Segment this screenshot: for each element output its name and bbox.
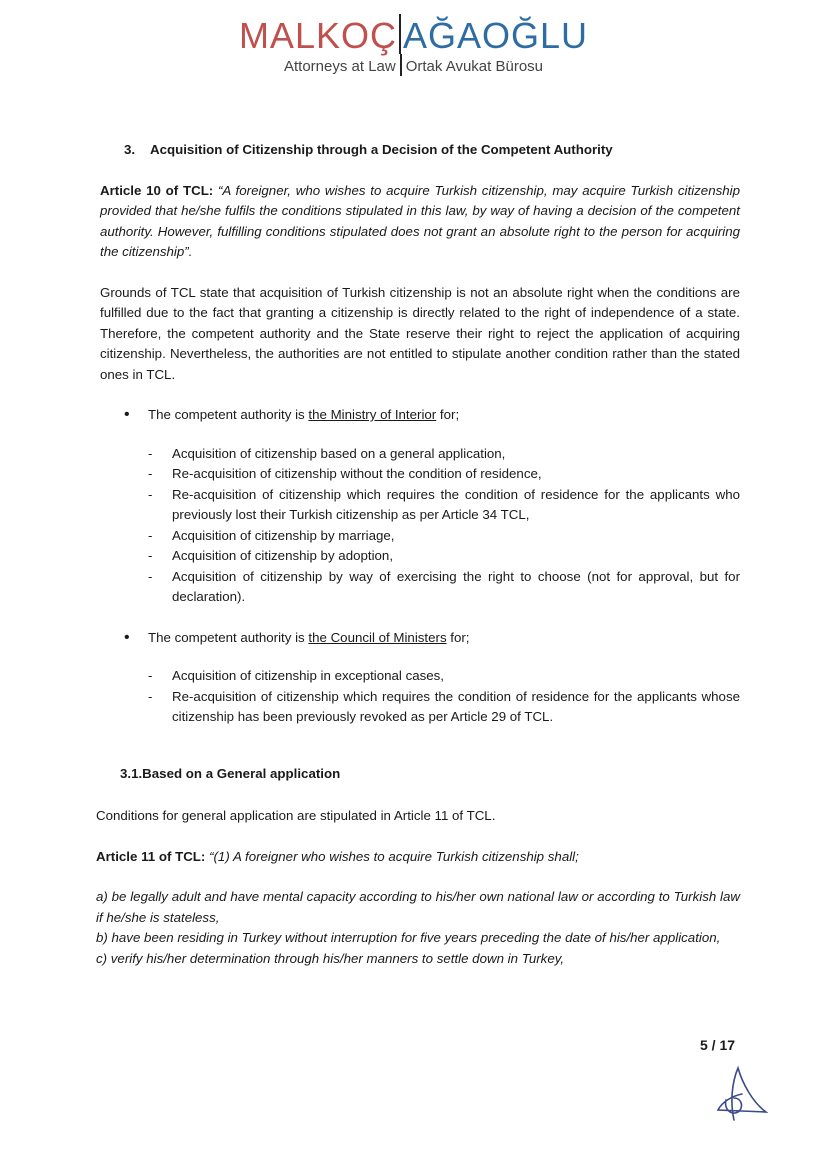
bullet1-suffix: for; [436, 407, 460, 422]
bullet2-suffix: for; [446, 629, 470, 645]
bullet2-authority: the Council of Ministers [308, 629, 447, 645]
document-body [96, 140, 740, 969]
bullet2-prefix: The competent authority is [148, 629, 309, 645]
logo-right-text: AĞAOĞLU [402, 15, 589, 56]
ministry-list [148, 444, 740, 608]
article-11-intro-text: “(1) A foreigner who wishes to acquire Turkish citizenship shall; [209, 848, 579, 864]
bullet-council-of-ministers [120, 628, 740, 649]
firm-logo [0, 14, 827, 76]
council-list [148, 666, 740, 728]
bullet-ministry-of-interior [120, 405, 740, 426]
article-11-intro [96, 847, 740, 868]
subsection-heading: 3.1.Based on a General application [120, 765, 341, 781]
logo-divider [399, 14, 401, 54]
article-10-text: “A foreigner, who wishes to acquire Turkish citizenship, may acquire Turkish citizenship provided that he/she fulfils the conditions stipulated in this law, by way of having a decision of the competent authority. However, fulfilling conditions stipulated does not grant an absolute right to the person for acquiring the citizenship”. [100, 182, 740, 259]
conditions-paragraph: Conditions for general application are stipulated in Article 11 of TCL. [96, 808, 496, 823]
list-item: - Re-acquisition of citizenship which requires the condition of residence for the applicants who previously lost their Turkish citizenship as per Article 34 TCL, [148, 485, 740, 526]
tagline-left: Attorneys at Law [283, 58, 396, 75]
article-11-label: Article 11 of TCL: [96, 848, 206, 864]
logo-left-text: MALKOÇ [238, 15, 397, 56]
bullet1-prefix: The competent authority is [148, 407, 309, 422]
list-item: - Acquisition of citizenship by adoption, [148, 546, 740, 567]
list-item: - Re-acquisition of citizenship which requires the condition of residence for the applicants whose citizenship has been previously revoked as per Article 29 of TCL. [148, 687, 740, 728]
page-number: 5 / 17 [700, 1037, 736, 1053]
logo-tagline [0, 54, 827, 76]
tagline-right: Ortak Avukat Bürosu [405, 58, 544, 75]
list-item: - Acquisition of citizenship in exceptional cases, [148, 666, 740, 687]
article-11-item-b: b) have been residing in Turkey without interruption for five years preceding the date of his/her application, [96, 930, 721, 945]
section-number: 3. [124, 142, 136, 157]
grounds-paragraph: Grounds of TCL state that acquisition of Turkish citizenship is not an absolute right when the conditions are fulfilled due to the fact that granting a citizenship is directly related to the right of independence of a state. Therefore, the competent authority and the State reserve their right to reject the application of acquiring citizenship. Nevertheless, the authorities are not entitled to stipulate another condition rather than the stated ones in TCL. [100, 284, 740, 382]
logo-wordmark [0, 14, 827, 58]
list-item: - Acquisition of citizenship based on a general application, [148, 444, 740, 465]
list-item: - Re-acquisition of citizenship without the condition of residence, [148, 464, 740, 485]
section-heading [124, 140, 740, 161]
article-11-item-a: a) be legally adult and have mental capacity according to his/her own national law or according to Turkish law if he/she is stateless, [96, 889, 740, 925]
signature-mark [712, 1062, 768, 1122]
list-item: - Acquisition of citizenship by way of exercising the right to choose (not for approval, but for declaration). [148, 567, 740, 608]
bullet1-authority: the Ministry of Interior [308, 407, 437, 422]
article-11-item-c: c) verify his/her determination through his/her manners to settle down in Turkey, [96, 950, 565, 966]
article-10-paragraph [100, 181, 740, 263]
article-10-label: Article 10 of TCL: [100, 182, 214, 198]
list-item: - Acquisition of citizenship by marriage, [148, 526, 740, 547]
tagline-divider [400, 54, 402, 76]
section-title: Acquisition of Citizenship through a Decision of the Competent Authority [150, 142, 613, 157]
